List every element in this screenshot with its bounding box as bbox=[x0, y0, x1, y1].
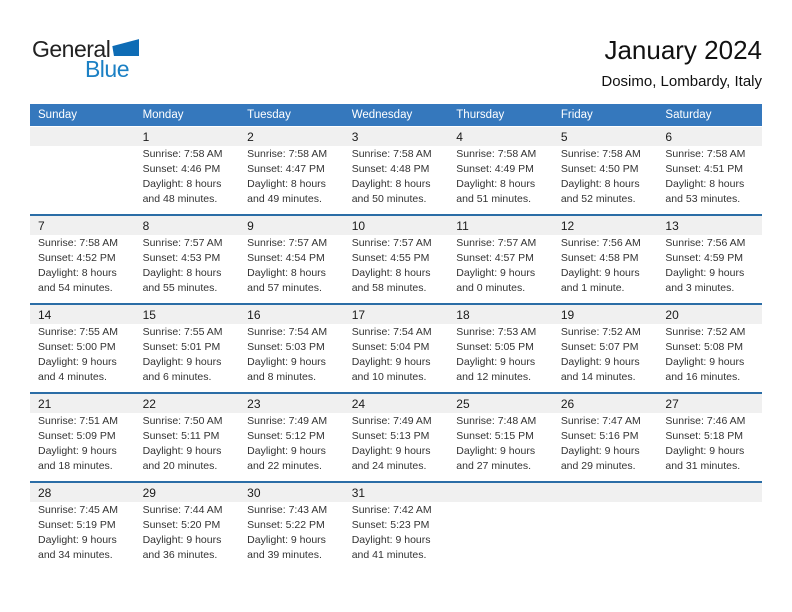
week-row bbox=[30, 392, 762, 481]
daylight-hours-text: Daylight: 8 hours bbox=[247, 178, 326, 190]
daylight-minutes-text: and 8 minutes. bbox=[247, 371, 317, 383]
day-details-row bbox=[30, 324, 762, 392]
day-number: 15 bbox=[142, 308, 156, 322]
day-number-strip bbox=[30, 394, 762, 413]
day-cell bbox=[657, 413, 762, 481]
day-number: 8 bbox=[142, 219, 150, 233]
day-number: 18 bbox=[456, 308, 470, 322]
daylight-minutes-text: and 55 minutes. bbox=[142, 282, 218, 294]
day-number-strip bbox=[30, 216, 762, 235]
weekday-header-row bbox=[30, 104, 762, 126]
sunset-text: Sunset: 4:52 PM bbox=[38, 252, 116, 264]
daylight-hours-text: Daylight: 9 hours bbox=[665, 356, 745, 368]
sunset-text: Sunset: 4:50 PM bbox=[560, 163, 639, 175]
sunset-text: Sunset: 5:19 PM bbox=[38, 519, 116, 531]
daylight-hours-text: Daylight: 9 hours bbox=[38, 356, 117, 368]
sunrise-text: Sunrise: 7:58 AM bbox=[38, 237, 118, 249]
weekday-saturday: Saturday bbox=[665, 109, 712, 121]
day-cell bbox=[448, 235, 553, 303]
sunset-text: Sunset: 5:16 PM bbox=[560, 430, 639, 442]
sunrise-text: Sunrise: 7:48 AM bbox=[456, 415, 537, 427]
sunrise-text: Sunrise: 7:49 AM bbox=[247, 415, 328, 427]
daylight-hours-text: Daylight: 8 hours bbox=[142, 267, 222, 279]
daylight-hours-text: Daylight: 9 hours bbox=[456, 356, 536, 368]
day-cell bbox=[448, 502, 553, 570]
weekday-friday: Friday bbox=[560, 109, 593, 121]
sunset-text: Sunset: 4:49 PM bbox=[456, 163, 534, 175]
day-number: 20 bbox=[665, 308, 679, 322]
sunrise-text: Sunrise: 7:58 AM bbox=[665, 148, 746, 160]
sunset-text: Sunset: 5:15 PM bbox=[456, 430, 534, 442]
sunset-text: Sunset: 4:53 PM bbox=[142, 252, 221, 264]
sunset-text: Sunset: 5:09 PM bbox=[38, 430, 116, 442]
day-cell bbox=[553, 235, 658, 303]
daylight-hours-text: Daylight: 9 hours bbox=[560, 356, 640, 368]
day-details-row bbox=[30, 502, 762, 570]
daylight-hours-text: Daylight: 9 hours bbox=[247, 445, 326, 457]
day-cell bbox=[657, 146, 762, 214]
weeks-container bbox=[30, 127, 762, 570]
daylight-minutes-text: and 4 minutes. bbox=[38, 371, 107, 383]
day-number: 30 bbox=[247, 486, 261, 500]
daylight-minutes-text: and 3 minutes. bbox=[665, 282, 735, 294]
daylight-minutes-text: and 57 minutes. bbox=[247, 282, 322, 294]
daylight-hours-text: Daylight: 9 hours bbox=[560, 445, 640, 457]
sunset-text: Sunset: 5:11 PM bbox=[142, 430, 220, 442]
general-blue-logo bbox=[32, 38, 142, 81]
day-cell bbox=[239, 146, 344, 214]
daylight-minutes-text: and 29 minutes. bbox=[560, 460, 636, 472]
day-number: 26 bbox=[560, 397, 575, 411]
sunrise-text: Sunrise: 7:54 AM bbox=[247, 326, 328, 338]
day-cell bbox=[553, 413, 658, 481]
daylight-hours-text: Daylight: 9 hours bbox=[665, 445, 745, 457]
day-number bbox=[553, 483, 658, 502]
sunset-text: Sunset: 5:04 PM bbox=[351, 341, 430, 353]
daylight-hours-text: Daylight: 9 hours bbox=[38, 445, 117, 457]
day-cell bbox=[553, 324, 658, 392]
sunrise-text: Sunrise: 7:46 AM bbox=[665, 415, 746, 427]
sunrise-text: Sunrise: 7:50 AM bbox=[142, 415, 223, 427]
daylight-minutes-text: and 50 minutes. bbox=[351, 193, 427, 205]
daylight-hours-text: Daylight: 8 hours bbox=[560, 178, 640, 190]
daylight-minutes-text: and 24 minutes. bbox=[351, 460, 427, 472]
daylight-minutes-text: and 36 minutes. bbox=[142, 549, 218, 561]
weekday-wednesday: Wednesday bbox=[351, 109, 413, 121]
day-cell bbox=[135, 502, 240, 570]
day-cell bbox=[344, 146, 449, 214]
daylight-hours-text: Daylight: 8 hours bbox=[351, 267, 431, 279]
sunrise-text: Sunrise: 7:45 AM bbox=[38, 504, 118, 516]
day-cell bbox=[344, 235, 449, 303]
week-row bbox=[30, 127, 762, 214]
sunset-text: Sunset: 4:47 PM bbox=[247, 163, 325, 175]
weekday-monday: Monday bbox=[142, 109, 184, 121]
day-number bbox=[448, 483, 553, 502]
sunset-text: Sunset: 5:05 PM bbox=[456, 341, 534, 353]
daylight-minutes-text: and 52 minutes. bbox=[560, 193, 636, 205]
sunset-text: Sunset: 5:12 PM bbox=[247, 430, 325, 442]
sunset-text: Sunset: 4:51 PM bbox=[665, 163, 744, 175]
day-cell bbox=[657, 502, 762, 570]
sunrise-text: Sunrise: 7:51 AM bbox=[38, 415, 118, 427]
day-cell bbox=[239, 235, 344, 303]
logo-word-blue: Blue bbox=[84, 56, 129, 82]
day-cell bbox=[553, 146, 658, 214]
day-cell bbox=[553, 502, 658, 570]
sunrise-text: Sunrise: 7:55 AM bbox=[38, 326, 118, 338]
day-number: 6 bbox=[665, 130, 673, 144]
day-number: 16 bbox=[247, 308, 261, 322]
sunset-text: Sunset: 5:23 PM bbox=[351, 519, 430, 531]
daylight-minutes-text: and 39 minutes. bbox=[247, 549, 322, 561]
day-number: 10 bbox=[351, 219, 366, 233]
daylight-hours-text: Daylight: 8 hours bbox=[38, 267, 117, 279]
day-details-row bbox=[30, 413, 762, 481]
week-row bbox=[30, 303, 762, 392]
logo-flag-icon bbox=[112, 39, 139, 56]
page-title: January 2024 bbox=[604, 35, 762, 65]
daylight-hours-text: Daylight: 9 hours bbox=[351, 534, 431, 546]
daylight-hours-text: Daylight: 9 hours bbox=[142, 445, 222, 457]
day-cell bbox=[657, 235, 762, 303]
daylight-hours-text: Daylight: 9 hours bbox=[247, 534, 326, 546]
day-number bbox=[657, 483, 762, 502]
day-cell bbox=[344, 502, 449, 570]
sunset-text: Sunset: 5:22 PM bbox=[247, 519, 325, 531]
sunrise-text: Sunrise: 7:52 AM bbox=[665, 326, 746, 338]
day-cell bbox=[135, 235, 240, 303]
day-cell bbox=[135, 146, 240, 214]
day-cell bbox=[30, 235, 135, 303]
sunset-text: Sunset: 5:18 PM bbox=[665, 430, 744, 442]
daylight-minutes-text: and 51 minutes. bbox=[456, 193, 531, 205]
daylight-minutes-text: and 31 minutes. bbox=[665, 460, 741, 472]
sunrise-text: Sunrise: 7:57 AM bbox=[351, 237, 432, 249]
week-row bbox=[30, 481, 762, 570]
daylight-minutes-text: and 58 minutes. bbox=[351, 282, 427, 294]
day-number: 3 bbox=[351, 130, 359, 144]
daylight-hours-text: Daylight: 8 hours bbox=[247, 267, 326, 279]
day-number: 17 bbox=[351, 308, 366, 322]
sunset-text: Sunset: 5:13 PM bbox=[351, 430, 430, 442]
day-number: 29 bbox=[142, 486, 156, 500]
day-number: 11 bbox=[456, 219, 469, 233]
day-number: 27 bbox=[665, 397, 679, 411]
daylight-minutes-text: and 14 minutes. bbox=[560, 371, 636, 383]
sunset-text: Sunset: 4:57 PM bbox=[456, 252, 534, 264]
sunrise-text: Sunrise: 7:58 AM bbox=[142, 148, 223, 160]
sunrise-text: Sunrise: 7:49 AM bbox=[351, 415, 432, 427]
sunrise-text: Sunrise: 7:52 AM bbox=[560, 326, 641, 338]
day-cell bbox=[344, 324, 449, 392]
sunrise-text: Sunrise: 7:58 AM bbox=[456, 148, 537, 160]
sunrise-text: Sunrise: 7:44 AM bbox=[142, 504, 223, 516]
daylight-hours-text: Daylight: 9 hours bbox=[456, 267, 536, 279]
day-cell bbox=[30, 502, 135, 570]
sunset-text: Sunset: 5:08 PM bbox=[665, 341, 744, 353]
day-number: 9 bbox=[247, 219, 254, 233]
sunset-text: Sunset: 5:03 PM bbox=[247, 341, 325, 353]
daylight-hours-text: Daylight: 9 hours bbox=[247, 356, 326, 368]
sunset-text: Sunset: 4:58 PM bbox=[560, 252, 639, 264]
day-number: 13 bbox=[665, 219, 679, 233]
sunset-text: Sunset: 4:48 PM bbox=[351, 163, 430, 175]
weekday-thursday: Thursday bbox=[456, 109, 505, 121]
day-cell bbox=[239, 324, 344, 392]
daylight-hours-text: Daylight: 9 hours bbox=[142, 356, 222, 368]
sunset-text: Sunset: 5:20 PM bbox=[142, 519, 221, 531]
sunrise-text: Sunrise: 7:54 AM bbox=[351, 326, 432, 338]
day-cell bbox=[239, 502, 344, 570]
daylight-hours-text: Daylight: 8 hours bbox=[142, 178, 222, 190]
daylight-minutes-text: and 20 minutes. bbox=[142, 460, 218, 472]
weekday-sunday: Sunday bbox=[38, 109, 78, 121]
sunrise-text: Sunrise: 7:42 AM bbox=[351, 504, 432, 516]
title-block bbox=[601, 36, 762, 90]
day-number: 19 bbox=[560, 308, 575, 322]
day-details-row bbox=[30, 146, 762, 214]
day-cell bbox=[448, 324, 553, 392]
day-number: 28 bbox=[38, 486, 52, 500]
day-cell bbox=[30, 146, 135, 214]
daylight-hours-text: Daylight: 9 hours bbox=[351, 445, 431, 457]
day-cell bbox=[30, 413, 135, 481]
day-number: 31 bbox=[351, 486, 366, 500]
sunset-text: Sunset: 5:07 PM bbox=[560, 341, 639, 353]
logo-word-general: General bbox=[32, 36, 111, 62]
day-number: 2 bbox=[247, 130, 254, 144]
sunrise-text: Sunrise: 7:47 AM bbox=[560, 415, 641, 427]
daylight-hours-text: Daylight: 8 hours bbox=[665, 178, 745, 190]
daylight-minutes-text: and 6 minutes. bbox=[142, 371, 212, 383]
day-number-strip bbox=[30, 127, 762, 146]
daylight-minutes-text: and 49 minutes. bbox=[247, 193, 322, 205]
day-details-row bbox=[30, 235, 762, 303]
daylight-minutes-text: and 16 minutes. bbox=[665, 371, 741, 383]
day-number-strip bbox=[30, 483, 762, 502]
daylight-minutes-text: and 34 minutes. bbox=[38, 549, 113, 561]
sunrise-text: Sunrise: 7:56 AM bbox=[665, 237, 746, 249]
day-cell bbox=[344, 413, 449, 481]
daylight-minutes-text: and 41 minutes. bbox=[351, 549, 427, 561]
day-number bbox=[30, 127, 135, 146]
day-cell bbox=[135, 324, 240, 392]
daylight-minutes-text: and 1 minute. bbox=[560, 282, 625, 294]
calendar-grid bbox=[30, 104, 762, 570]
sunset-text: Sunset: 5:01 PM bbox=[142, 341, 221, 353]
daylight-minutes-text: and 54 minutes. bbox=[38, 282, 113, 294]
daylight-minutes-text: and 48 minutes. bbox=[142, 193, 218, 205]
daylight-minutes-text: and 10 minutes. bbox=[351, 371, 427, 383]
day-cell bbox=[239, 413, 344, 481]
day-cell bbox=[448, 413, 553, 481]
day-number: 21 bbox=[38, 397, 52, 411]
daylight-hours-text: Daylight: 8 hours bbox=[456, 178, 536, 190]
daylight-hours-text: Daylight: 9 hours bbox=[142, 534, 222, 546]
day-number-strip bbox=[30, 305, 762, 324]
day-cell bbox=[30, 324, 135, 392]
day-number: 7 bbox=[38, 219, 45, 233]
daylight-minutes-text: and 53 minutes. bbox=[665, 193, 741, 205]
daylight-hours-text: Daylight: 9 hours bbox=[351, 356, 431, 368]
sunrise-text: Sunrise: 7:58 AM bbox=[247, 148, 328, 160]
daylight-minutes-text: and 27 minutes. bbox=[456, 460, 531, 472]
day-number: 24 bbox=[351, 397, 366, 411]
day-number: 23 bbox=[247, 397, 261, 411]
daylight-hours-text: Daylight: 9 hours bbox=[456, 445, 536, 457]
page-subtitle: Dosimo, Lombardy, Italy bbox=[601, 72, 762, 90]
sunrise-text: Sunrise: 7:57 AM bbox=[247, 237, 328, 249]
daylight-minutes-text: and 0 minutes. bbox=[456, 282, 526, 294]
daylight-minutes-text: and 18 minutes. bbox=[38, 460, 113, 472]
daylight-hours-text: Daylight: 9 hours bbox=[665, 267, 745, 279]
sunset-text: Sunset: 4:59 PM bbox=[665, 252, 744, 264]
sunset-text: Sunset: 5:00 PM bbox=[38, 341, 116, 353]
sunrise-text: Sunrise: 7:55 AM bbox=[142, 326, 223, 338]
sunrise-text: Sunrise: 7:57 AM bbox=[456, 237, 537, 249]
sunset-text: Sunset: 4:54 PM bbox=[247, 252, 325, 264]
daylight-minutes-text: and 22 minutes. bbox=[247, 460, 322, 472]
sunrise-text: Sunrise: 7:58 AM bbox=[560, 148, 641, 160]
weekday-tuesday: Tuesday bbox=[247, 109, 291, 121]
day-number: 14 bbox=[38, 308, 52, 322]
day-number: 1 bbox=[142, 130, 150, 144]
sunrise-text: Sunrise: 7:57 AM bbox=[142, 237, 223, 249]
sunset-text: Sunset: 4:46 PM bbox=[142, 163, 221, 175]
day-number: 25 bbox=[456, 397, 470, 411]
day-number: 5 bbox=[560, 130, 568, 144]
sunrise-text: Sunrise: 7:43 AM bbox=[247, 504, 328, 516]
sunrise-text: Sunrise: 7:56 AM bbox=[560, 237, 641, 249]
day-cell bbox=[448, 146, 553, 214]
sunrise-text: Sunrise: 7:53 AM bbox=[456, 326, 537, 338]
sunrise-text: Sunrise: 7:58 AM bbox=[351, 148, 432, 160]
day-cell bbox=[135, 413, 240, 481]
week-row bbox=[30, 214, 762, 303]
sunset-text: Sunset: 4:55 PM bbox=[351, 252, 430, 264]
day-number: 22 bbox=[142, 397, 156, 411]
daylight-hours-text: Daylight: 9 hours bbox=[38, 534, 117, 546]
day-number: 12 bbox=[560, 219, 575, 233]
daylight-hours-text: Daylight: 8 hours bbox=[351, 178, 431, 190]
daylight-hours-text: Daylight: 9 hours bbox=[560, 267, 640, 279]
daylight-minutes-text: and 12 minutes. bbox=[456, 371, 531, 383]
day-number: 4 bbox=[456, 130, 463, 144]
day-cell bbox=[657, 324, 762, 392]
